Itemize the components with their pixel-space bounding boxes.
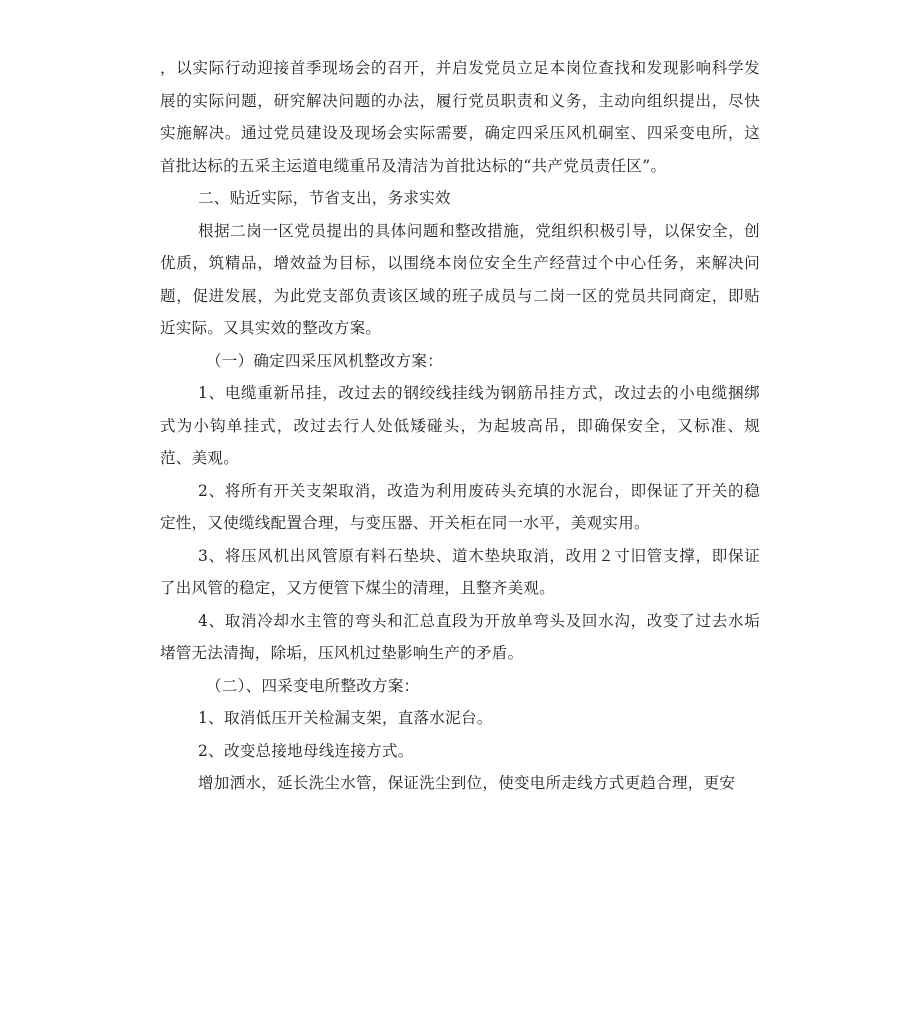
paragraph-section-2-intro: 根据二岗一区党员提出的具体问题和整改措施，党组织积极引导，以保安全，创优质，筑精品，增效益为目标，以围绕本岗位安全生产经营过个中心任务，来解决问题，促进发展，为此党支部负责该区域的班子成员与二岗一区的党员共同商定，即贴近实际。又具实效的整改方案。	[160, 221, 760, 337]
paragraph-continuation: ，以实际行动迎接首季现场会的召开，并启发党员立足本岗位查找和发现影响科学发展的实际问题，研究解决问题的办法，履行党员职责和义务，主动向组织提出，尽快实施解决。通过党员建设及现场会实际需要，确定四采压风机硐室、四采变电所，这首批达标的五采主运道电缆重吊及清洁为首批达标的“共产党员责任区”。	[160, 59, 760, 175]
list-item-compressor-4: 4、取消冷却水主管的弯头和汇总直段为开放单弯头及回水沟，改变了过去水垢堵管无法清掏，除垢，压风机过垫影响生产的矛盾。	[160, 611, 760, 662]
list-item-substation-2: 2、改变总接地母线连接方式。	[198, 741, 414, 760]
document-body	[160, 52, 760, 800]
subsection-heading-2: （二）、四采变电所整改方案：	[206, 676, 420, 695]
list-item-compressor-1: 1、电缆重新吊挂，改过去的钢绞线挂线为钢筋吊挂方式，改过去的小电缆捆绑式为小钩单挂式，改过去行人处低矮碰头，为起坡高吊，即确保安全，又标准、规范、美观。	[160, 384, 760, 467]
paragraph-substation-continued: 增加洒水，延长洗尘水管，保证洗尘到位，使变电所走线方式更趋合理，更安	[198, 774, 736, 792]
list-item-substation-1: 1、取消低压开关检漏支架，直落水泥台。	[198, 709, 493, 727]
subsection-heading-1: （一）确定四采压风机整改方案：	[206, 351, 444, 370]
list-item-compressor-3: 3、将压风机出风管原有料石垫块、道木垫块取消，改用２寸旧管支撑，即保证了出风管的稳定，又方便管下煤尘的清理，且整齐美观。	[160, 546, 760, 597]
list-item-compressor-2: 2、将所有开关支架取消，改造为利用废砖头充填的水泥台，即保证了开关的稳定性，又使缆线配置合理，与变压器、开关柜在同一水平，美观实用。	[160, 481, 760, 532]
section-heading-2: 二、贴近实际，节省支出，务求实效	[198, 189, 451, 207]
